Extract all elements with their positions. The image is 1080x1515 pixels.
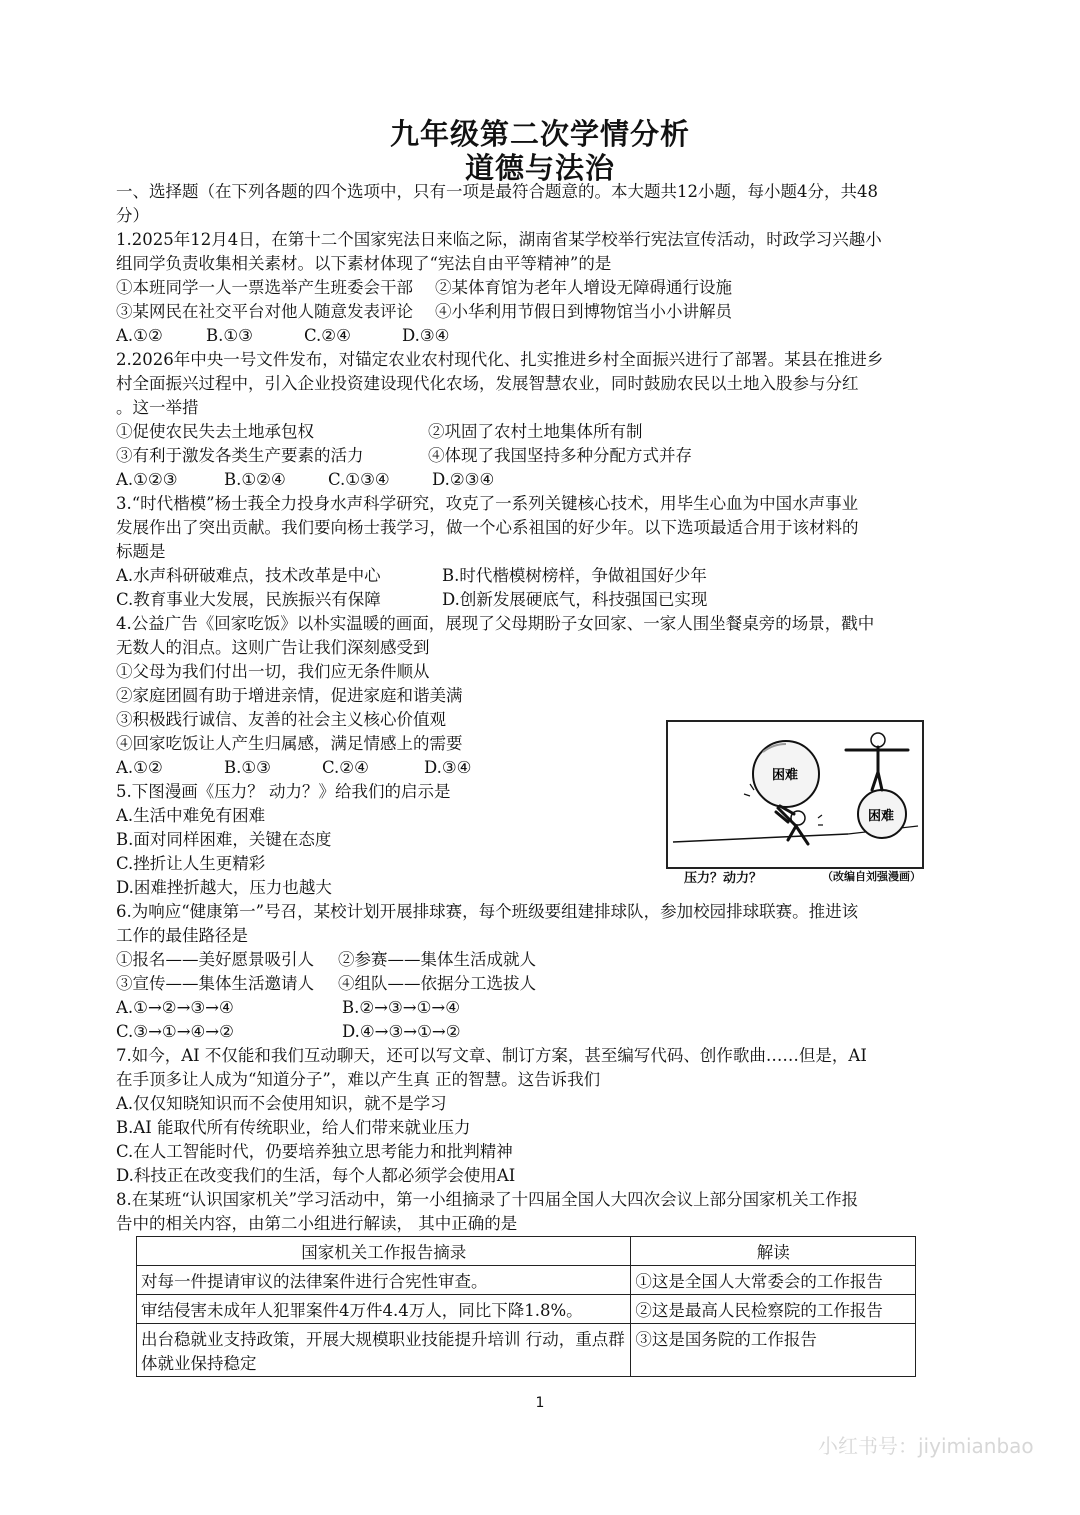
option-d[interactable]: D.③④ xyxy=(402,326,450,345)
option-a[interactable]: A.水声科研破难点，技术改革是中心 xyxy=(116,566,381,585)
table-row xyxy=(137,1266,916,1295)
big-ball-label: 困难 xyxy=(772,768,799,783)
question-stem: 3.“时代楷模”杨士莪全力投身水声科学研究，攻克了一系列关键核心技术，用毕生心血为中国水声事业 xyxy=(116,494,859,513)
statement: ②参赛——集体生活成就人 xyxy=(338,950,536,969)
question-3 xyxy=(116,492,966,612)
question-6 xyxy=(116,900,966,1044)
statement: ①父母为我们付出一切，我们应无条件顺从 xyxy=(116,662,430,681)
option-d[interactable]: D.②③④ xyxy=(432,470,495,489)
exam-content xyxy=(116,180,966,1236)
option-d[interactable]: D.④→③→①→② xyxy=(342,1022,461,1041)
table-header-row xyxy=(137,1237,916,1266)
options-row xyxy=(116,588,966,612)
balancing-person-body xyxy=(846,747,908,790)
question-1 xyxy=(116,228,966,348)
option-c[interactable]: C.挫折让人生更精彩 xyxy=(116,854,266,873)
question-stem: 1.2025年12月4日，在第十二个国家宪法日来临之际，湖南省某学校举行宪法宣传活动，时政学习兴趣小 xyxy=(116,230,882,249)
table-cell-excerpt: 审结侵害未成年人犯罪案件4万件4.4万人，同比下降1.8%。 xyxy=(137,1295,631,1324)
comic-caption: 压力？动力？ xyxy=(684,871,763,886)
question-8 xyxy=(116,1188,966,1236)
statement: ④小华利用节假日到博物馆当小小讲解员 xyxy=(435,302,732,321)
ground-line xyxy=(673,834,848,842)
options-row xyxy=(116,468,966,492)
table-header-reading: 解读 xyxy=(631,1237,916,1266)
question-7 xyxy=(116,1044,966,1188)
option-c[interactable]: C.③→①→④→② xyxy=(116,1022,234,1041)
option-a[interactable]: A.①②③ xyxy=(116,470,178,489)
option-b[interactable]: B.①②④ xyxy=(224,470,286,489)
option-a[interactable]: A.①→②→③→④ xyxy=(116,998,234,1017)
table-cell-reading: ①这是全国人大常委会的工作报告 xyxy=(631,1266,916,1295)
exam-subject: 道德与法治 xyxy=(464,151,615,185)
options-row xyxy=(116,564,966,588)
option-b[interactable]: B.AI 能取代所有传统职业，给人们带来就业压力 xyxy=(116,1118,471,1137)
statement: ③有利于激发各类生产要素的活力 xyxy=(116,446,364,465)
small-ball-label: 困难 xyxy=(868,809,895,824)
option-a[interactable]: A.仅仅知晓知识而不会使用知识，就不是学习 xyxy=(116,1094,447,1113)
question-stem: 5.下图漫画《压力？ 动力？》给我们的启示是 xyxy=(116,782,451,801)
statement-row xyxy=(116,444,966,468)
statement: ②某体育馆为老年人增设无障碍通行设施 xyxy=(435,278,732,297)
option-a[interactable]: A.①② xyxy=(116,326,163,345)
question-stem: 8.在某班“认识国家机关”学习活动中，第一小组摘录了十四届全国人大四次会议上部分国家机关工作报 xyxy=(116,1190,859,1209)
statement-row xyxy=(116,948,966,972)
statement: ①本班同学一人一票选举产生班委会干部 xyxy=(116,278,413,297)
table-cell-excerpt: 出台稳就业支持政策，开展大规模职业技能提升培训 行动，重点群体就业保持稳定 xyxy=(137,1324,631,1377)
statement: ③宣传——集体生活邀请人 xyxy=(116,974,314,993)
option-a[interactable]: A.生活中难免有困难 xyxy=(116,806,266,825)
statement-row xyxy=(116,276,966,300)
table-cell-excerpt: 对每一件提请审议的法律案件进行合宪性审查。 xyxy=(137,1266,631,1295)
option-d[interactable]: D.困难挫折越大，压力也越大 xyxy=(116,878,332,897)
options-row xyxy=(116,1020,966,1044)
question-stem: 7.如今，AI 不仅能和我们互动聊天，还可以写文章、制订方案，甚至编写代码、创作歌曲……但是，AI xyxy=(116,1046,867,1065)
statement-row xyxy=(116,972,966,996)
options-row xyxy=(116,996,966,1020)
table-row xyxy=(137,1324,916,1377)
option-b[interactable]: B.①③ xyxy=(224,758,271,777)
question-stem: 组同学负责收集相关素材。以下素材体现了“宪法自由平等精神”的是 xyxy=(116,254,612,273)
question-stem: 2.2026年中央一号文件发布，对锚定农业农村现代化、扎实推进乡村全面振兴进行了部署。某县在推进乡 xyxy=(116,350,884,369)
statement: ②家庭团圆有助于增进亲情，促进家庭和谐美满 xyxy=(116,686,463,705)
statement-row xyxy=(116,300,966,324)
table-cell-reading: ②这是最高人民检察院的工作报告 xyxy=(631,1295,916,1324)
option-b[interactable]: B.面对同样困难，关键在态度 xyxy=(116,830,332,849)
statement: ③积极践行诚信、友善的社会主义核心价值观 xyxy=(116,710,446,729)
question-stem: 告中的相关内容，由第二小组进行解读， 其中正确的是 xyxy=(116,1214,518,1233)
table-row xyxy=(137,1295,916,1324)
option-d[interactable]: D.创新发展硬底气，科技强国已实现 xyxy=(442,590,708,609)
question-stem: 4.公益广告《回家吃饭》以朴实温暖的画面，展现了父母期盼子女回家、一家人围坐餐桌旁的场景，戳中 xyxy=(116,614,875,633)
question-stem: 6.为响应“健康第一”号召，某校计划开展排球赛，每个班级要组建排球队，参加校园排球联赛。推进该 xyxy=(116,902,859,921)
table-header-excerpt: 国家机关工作报告摘录 xyxy=(137,1237,631,1266)
watermark: 小红书号：jiyimianbao xyxy=(818,1434,1034,1458)
table-cell-reading: ③这是国务院的工作报告 xyxy=(631,1324,916,1377)
question-2 xyxy=(116,348,966,492)
question-stem: 发展作出了突出贡献。我们要向杨士莪学习，做一个心系祖国的好少年。以下选项最适合用于该材料的 xyxy=(116,518,859,537)
question-stem: 无数人的泪点。这则广告让我们深刻感受到 xyxy=(116,638,430,657)
option-b[interactable]: B.①③ xyxy=(206,326,253,345)
balancing-person-head xyxy=(871,733,885,747)
option-c[interactable]: C.②④ xyxy=(322,758,369,777)
comic-credit: （改编自刘强漫画） xyxy=(822,870,921,883)
option-d[interactable]: D.③④ xyxy=(424,758,472,777)
option-c[interactable]: C.②④ xyxy=(304,326,351,345)
option-d[interactable]: D.科技正在改变我们的生活，每个人都必须学会使用AI xyxy=(116,1166,516,1185)
question-stem: 。这一举措 xyxy=(116,398,199,417)
option-c[interactable]: C.在人工智能时代，仍要培养独立思考能力和批判精神 xyxy=(116,1142,513,1161)
report-table xyxy=(136,1236,916,1377)
question-stem: 村全面振兴过程中，引入企业投资建设现代化农场，发展智慧农业，同时鼓励农民以土地入股参与分红 xyxy=(116,374,859,393)
statement: ①报名——美好愿景吸引人 xyxy=(116,950,314,969)
statement: ③某网民在社交平台对他人随意发表评论 xyxy=(116,302,413,321)
options-row xyxy=(116,324,966,348)
statement-row xyxy=(116,420,966,444)
page-number: 1 xyxy=(535,1395,545,1411)
section-heading-cont: 分） xyxy=(116,206,149,225)
statement: ④组队——依据分工选拔人 xyxy=(338,974,536,993)
option-c[interactable]: C.教育事业大发展，民族振兴有保障 xyxy=(116,590,381,609)
statement: ②巩固了农村土地集体所有制 xyxy=(428,422,643,441)
option-c[interactable]: C.①③④ xyxy=(328,470,390,489)
section-heading: 一、选择题（在下列各题的四个选项中，只有一项是最符合题意的。本大题共12小题，每小题4分，共48 xyxy=(116,182,878,201)
statement: ①促使农民失去土地承包权 xyxy=(116,422,314,441)
statement: ④体现了我国坚持多种分配方式并存 xyxy=(428,446,692,465)
question-stem: 在手顶多让人成为“知道分子”，难以产生真 正的智慧。这告诉我们 xyxy=(116,1070,601,1089)
option-b[interactable]: B.时代楷模树榜样，争做祖国好少年 xyxy=(442,566,707,585)
question-stem: 标题是 xyxy=(116,542,166,561)
exam-title: 九年级第二次学情分析 xyxy=(389,117,690,151)
option-a[interactable]: A.①② xyxy=(116,758,163,777)
statement: ④回家吃饭让人产生归属感，满足情感上的需要 xyxy=(116,734,463,753)
option-b[interactable]: B.②→③→①→④ xyxy=(342,998,461,1017)
pushing-person-body xyxy=(776,806,808,844)
question-stem: 工作的最佳路径是 xyxy=(116,926,248,945)
comic-drawing xyxy=(668,722,922,867)
comic-illustration xyxy=(666,720,924,869)
